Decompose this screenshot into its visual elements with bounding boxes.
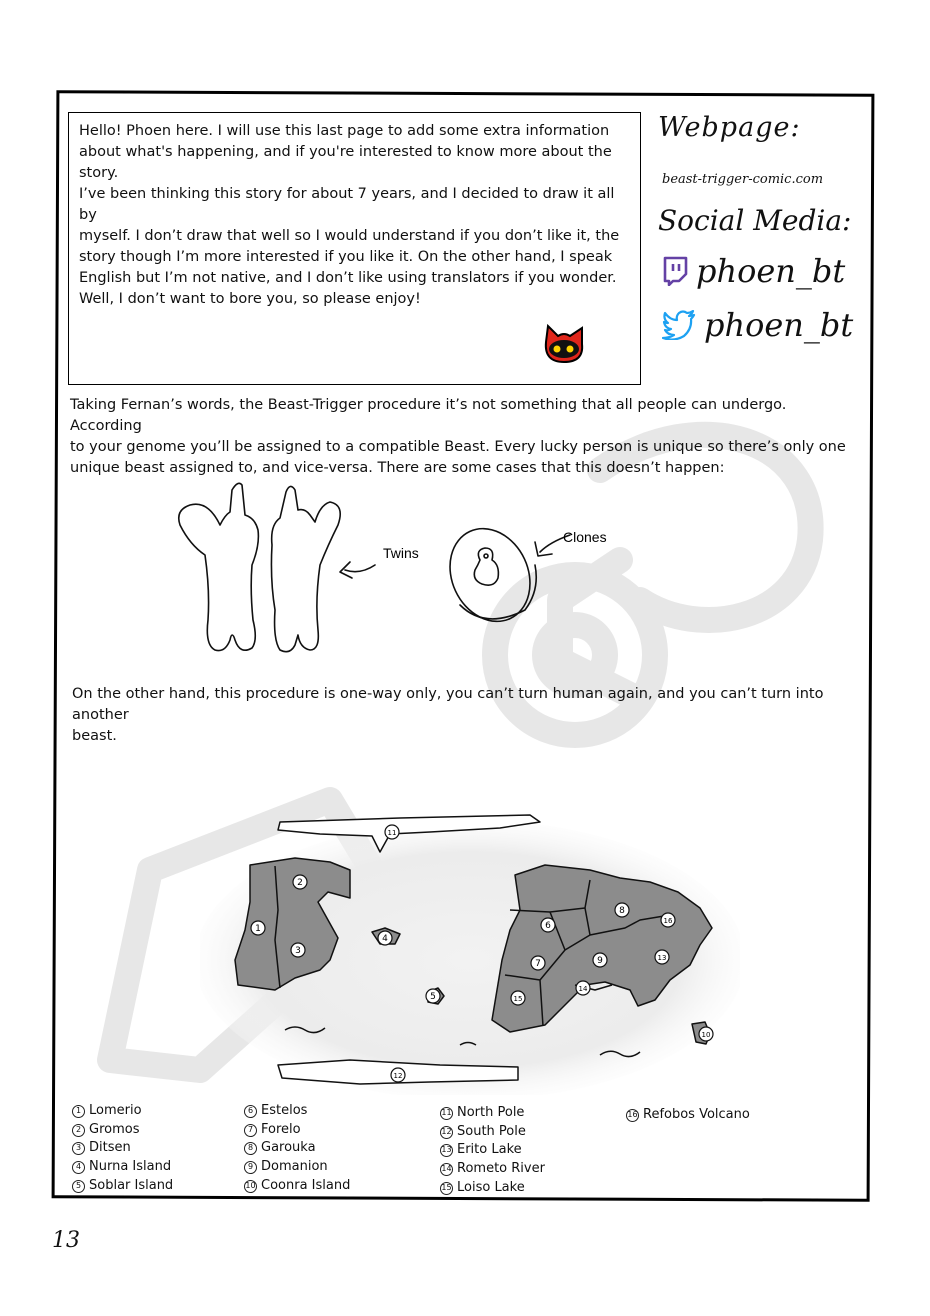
legend-column-2 xyxy=(244,1102,350,1196)
legend-number-badge: 9 xyxy=(244,1161,257,1174)
map-region-number: 5 xyxy=(430,992,436,1002)
map-region-number: 16 xyxy=(663,917,673,925)
legend-number-badge: 7 xyxy=(244,1124,257,1137)
intro-line: about what's happening, and if you're interested to know more about the xyxy=(79,144,612,160)
legend-item xyxy=(244,1158,350,1177)
twitch-row[interactable] xyxy=(662,252,845,290)
legend-name: Erito Lake xyxy=(457,1142,522,1158)
legend-item xyxy=(72,1121,173,1140)
legend-name: Soblar Island xyxy=(89,1177,174,1193)
twin-left-figure xyxy=(179,483,259,650)
intro-line: story. xyxy=(79,165,119,181)
legend-item xyxy=(244,1139,350,1158)
map-region-number: 2 xyxy=(297,878,303,888)
legend-name: Rometo River xyxy=(457,1161,545,1177)
legend-number-badge: 16 xyxy=(626,1109,639,1122)
world-map xyxy=(200,810,740,1095)
intro-line: I’ve been thinking this story for about 7 years, and I decided to draw it all by xyxy=(79,186,615,223)
map-region-number: 15 xyxy=(513,995,523,1003)
body-line: On the other hand, this procedure is one-way only, you can’t turn human again, and you can’t turn into another xyxy=(72,686,824,723)
map-region-number: 10 xyxy=(701,1031,711,1039)
legend-name: Domanion xyxy=(261,1159,328,1175)
twitch-icon xyxy=(662,256,688,286)
legend-item xyxy=(440,1123,545,1142)
legend-item xyxy=(440,1179,545,1198)
map-region-number: 14 xyxy=(578,985,588,993)
clone-tube xyxy=(435,515,544,634)
legend-name: Ditsen xyxy=(89,1140,131,1156)
legend-item xyxy=(626,1106,750,1125)
legend-number-badge: 1 xyxy=(72,1105,85,1118)
legend-item xyxy=(72,1139,173,1158)
twitch-handle[interactable]: phoen_bt xyxy=(696,252,846,290)
website-link[interactable]: beast-trigger-comic.com xyxy=(662,172,824,187)
legend-name: South Pole xyxy=(457,1123,526,1139)
legend-number-badge: 3 xyxy=(72,1142,85,1155)
twitter-handle[interactable]: phoen_bt xyxy=(704,306,854,344)
body-line: beast. xyxy=(72,728,117,744)
legend-number-badge: 2 xyxy=(72,1124,85,1137)
legend-number-badge: 8 xyxy=(244,1142,257,1155)
legend-item xyxy=(440,1160,545,1179)
intro-line: Well, I don’t want to bore you, so please enjoy! xyxy=(79,291,421,307)
clones-label: Clones xyxy=(563,529,607,545)
webpage-label: Webpage: xyxy=(658,112,801,143)
legend-number-badge: 11 xyxy=(440,1107,453,1120)
legend-item xyxy=(244,1102,350,1121)
legend-name: Coonra Island xyxy=(261,1177,351,1193)
body-paragraph-2 xyxy=(72,684,862,747)
body-line: to your genome you’ll be assigned to a compatible Beast. Every lucky person is unique so there’s only one xyxy=(70,439,846,455)
intro-line: story though I’m more interested if you like it. On the other hand, I speak xyxy=(79,249,613,265)
legend-name: Nurna Island xyxy=(89,1159,172,1175)
legend-number-badge: 12 xyxy=(440,1126,453,1139)
legend-column-1 xyxy=(72,1102,173,1196)
page-number: 13 xyxy=(52,1228,80,1253)
map-region-number: 4 xyxy=(382,934,388,944)
legend-item xyxy=(440,1104,545,1123)
legend-number-badge: 10 xyxy=(244,1180,257,1193)
social-media-label: Social Media: xyxy=(658,204,852,237)
legend-item xyxy=(244,1121,350,1140)
legend-name: Lomerio xyxy=(89,1103,142,1118)
legend-item xyxy=(72,1158,173,1177)
map-region-number: 3 xyxy=(295,946,301,956)
legend-name: Refobos Volcano xyxy=(643,1107,750,1122)
intro-line: Hello! Phoen here. I will use this last page to add some extra information xyxy=(79,123,610,139)
twin-right-figure xyxy=(271,486,340,651)
map-region-number: 6 xyxy=(545,921,551,931)
legend-item xyxy=(72,1177,173,1196)
legend-name: Forelo xyxy=(261,1121,301,1137)
twins-clones-illustration xyxy=(160,470,640,665)
body-line: unique beast assigned to, and vice-versa. There are some cases that this doesn’t happen: xyxy=(70,460,725,476)
legend-name: Garouka xyxy=(261,1140,316,1156)
map-region-number: 13 xyxy=(657,954,667,962)
mascot-icon xyxy=(540,322,588,366)
map-region-number: 11 xyxy=(387,829,397,837)
legend-number-badge: 6 xyxy=(244,1105,257,1118)
legend-name: Gromos xyxy=(89,1121,140,1137)
legend-number-badge: 4 xyxy=(72,1161,85,1174)
legend-column-3 xyxy=(440,1104,545,1198)
map-region-number: 9 xyxy=(597,956,603,966)
body-line: Taking Fernan’s words, the Beast-Trigger procedure it’s not something that all people can undergo. According xyxy=(70,397,787,434)
legend-number-badge: 15 xyxy=(440,1182,453,1195)
twitter-row[interactable] xyxy=(662,306,853,344)
legend-item xyxy=(72,1102,173,1121)
legend-number-badge: 13 xyxy=(440,1144,453,1157)
map-region-number: 7 xyxy=(535,959,541,969)
twitter-bird-icon xyxy=(662,310,696,340)
legend-number-badge: 5 xyxy=(72,1180,85,1193)
legend-item xyxy=(244,1177,350,1196)
legend-number-badge: 14 xyxy=(440,1163,453,1176)
legend-name: Estelos xyxy=(261,1103,308,1118)
map-region-number: 8 xyxy=(619,906,625,916)
map-region-number: 1 xyxy=(255,924,261,934)
intro-line: English but I’m not native, and I don’t like using translators if you wonder. xyxy=(79,270,617,286)
legend-item xyxy=(440,1141,545,1160)
intro-line: myself. I don’t draw that well so I would understand if you don’t like it, the xyxy=(79,228,620,244)
map-region-number: 12 xyxy=(393,1072,403,1080)
legend-name: North Pole xyxy=(457,1105,525,1120)
legend-name: Loiso Lake xyxy=(457,1179,525,1195)
body-paragraph-1 xyxy=(70,395,850,479)
legend-column-4 xyxy=(626,1106,750,1125)
twins-label: Twins xyxy=(383,545,419,561)
